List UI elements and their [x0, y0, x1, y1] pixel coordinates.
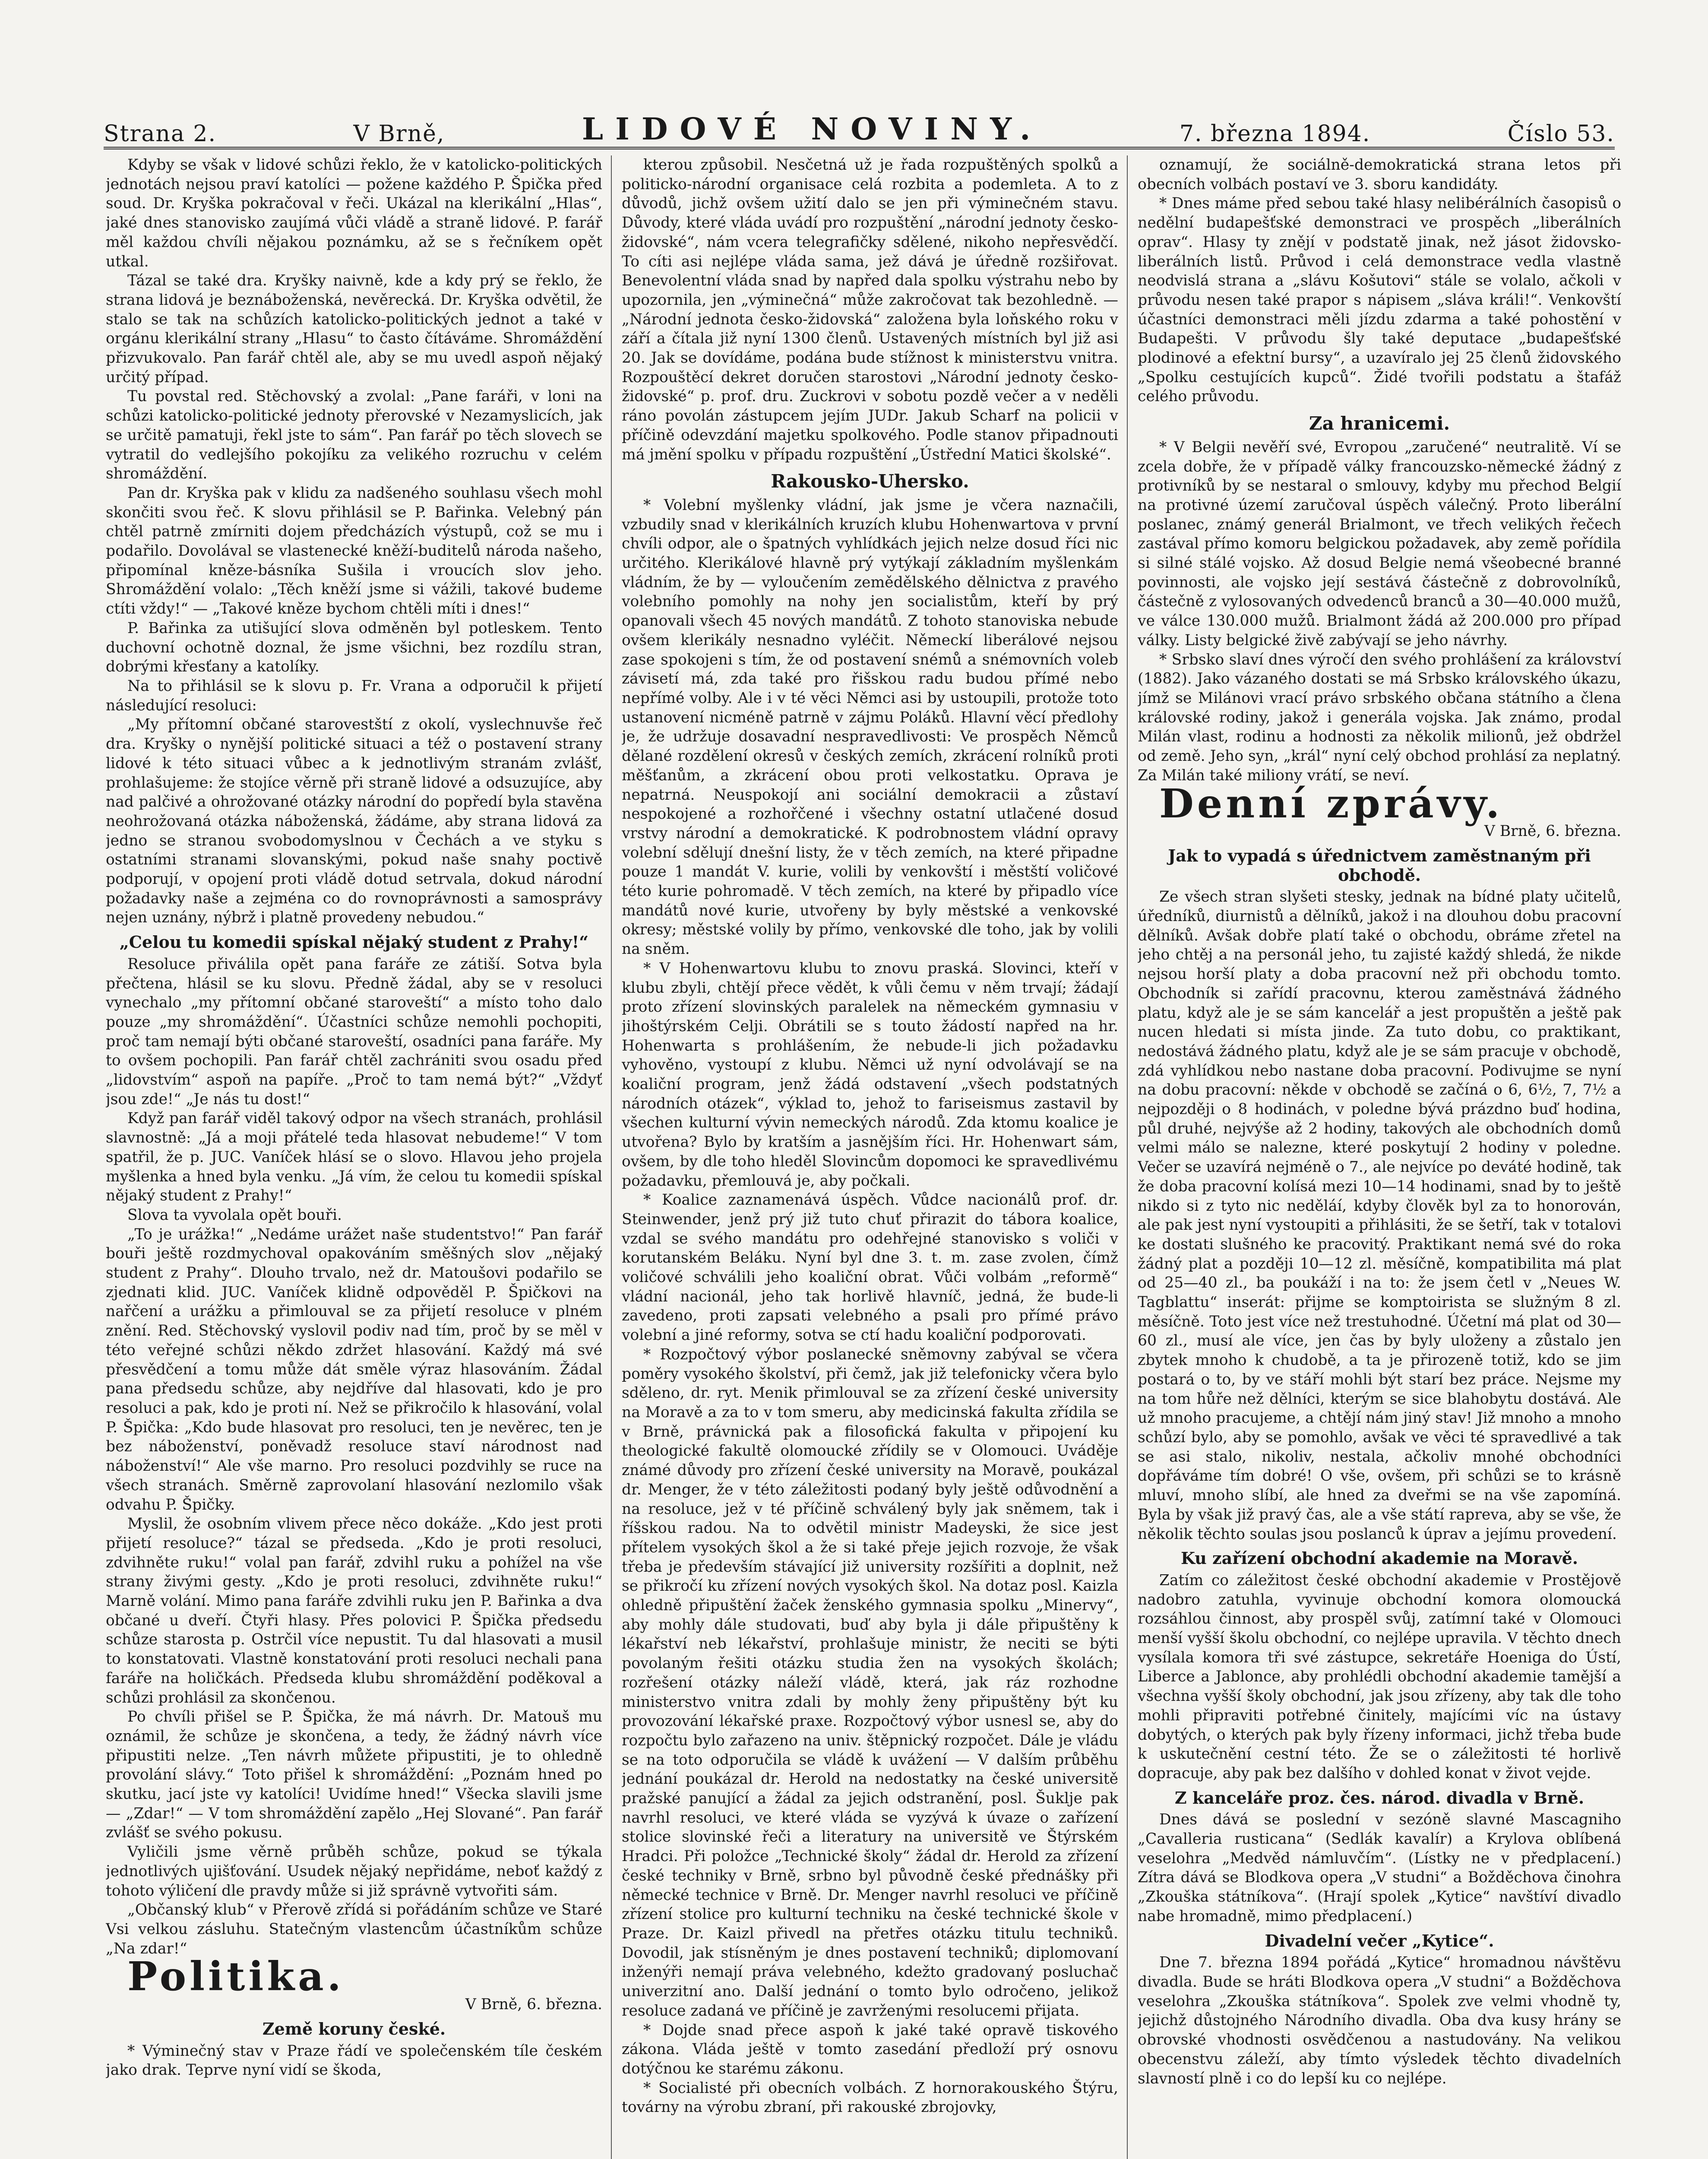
- paragraph: Na to přihlásil se k slovu p. Fr. Vrana a odporučil k přijetí následující resoluci:: [106, 677, 602, 714]
- paragraph: * Dnes máme před sebou také hlasy nelibérálních časopisů o nedělní budapešťské demonstraci ve prospěch „liberálních oprav“. Hlasy ty znějí v podstatě jinak, než jásot židovsko-liberálních listů. Průvod i celá demonstrace vedla vlastně neodvislá strana a „slávu Košutovi“ stále se volalo, ačkoli v průvodu nesen také prapor s nápisem „sláva králi!“. Venkovští účastníci demonstraci měli jízdu zdarma a také pohostění v Budapešti. V průvodu šly také deputace „budapešťské plodinové a efektní bursy“, a uzavíralo jej 25 členů židovského „Spolku cestujících kupců“. Židé tvořili podstatu a štafáž celého průvodu.: [1138, 195, 1621, 405]
- paragraph: * Výminečný stav v Praze řádí ve společenském tíle českém jako drak. Teprve nyní vidí se škoda,: [106, 2042, 602, 2079]
- article-heading: Divadelní večer „Kytice“.: [1265, 1931, 1494, 1950]
- dateline-place: V Brně,: [353, 121, 445, 147]
- paragraph: Slova ta vyvolala opět bouři.: [127, 1206, 342, 1224]
- page-header: [104, 99, 1615, 149]
- paragraph: Dne 7. března 1894 pořádá „Kytice“ hromadnou návštěvu divadla. Bude se hráti Blodkova opera „V studni“ a Božděchova veselohra „Zkouška státníkova“. Spolek zve velmi vhodně ty, jejichž důstojného Národního divadla. Oba dva kusy hrány se obrovské vhodnosti osvědčenou a nastudovány. Na velikou obecenstvu záleží, aby tímto výsledek těchto divadelních slavností plně i co do lepší ku co nejlépe.: [1138, 1954, 1621, 2087]
- paragraph: Pan dr. Kryška pak v klidu za nadšeného souhlasu všech mohl skončiti svou řeč. K slovu přihlásil se P. Bařinka. Velebný pán chtěl patrně zmírniti dojem předcházích výstupů, což se mu i podařilo. Dovolával se vlastenecké kněží-buditelů národa našeho, připomínal kněze-básníka Sušila i vroucích slov jeho. Shromáždění volalo: „Těch kněží jsme si vážili, takové budeme ctíti vždy!“ — „Takové kněze bychom chtěli míti i dnes!“: [106, 484, 602, 618]
- column-rule: [1127, 155, 1128, 2159]
- paragraph: Zatím co záležitost české obchodní akademie v Prostějově nadobro zatuhla, vyvinuje obchodní komora olomoucká rozsáhlou činnost, aby prospěl svůj, zatímní také v Olomouci menší vyšší školu obchodní, co nejlépe upravila. V těchto dnech vysílala komora tři své zástupce, sekretáře Hoeniga do Ústí, Liberce a Jablonce, aby prohlédli obchodní akademie tamější a všechna vyšší školy obchodní, jak jsou zřízeny, aby tak dle toho mohli připraviti potřebné činitely, majícími víc na ústavy dobytých, o kterých pak byly řízeny informaci, jichž třeba bude k uskutečnění cestní této. Že se o záležitosti té horlivě dopracuje, aby pak bez dalšího v dohled konat v život vejde.: [1138, 1571, 1621, 1782]
- paragraph: Když pan farář viděl takový odpor na všech stranách, prohlásil slavnostně: „Já a moji přátelé teda hlasovat nebudeme!“ V tom spatřil, že p. JUC. Vaníček hlásí se o slovo. Hlavou jeho projela myšlenka a hned byla venku. „Já vím, že celou tu komedii spískal nějaký student z Prahy!“: [106, 1110, 602, 1205]
- section-heading: Rakousko-Uhersko.: [771, 471, 969, 492]
- issue-date: 7. března 1894.: [1179, 121, 1371, 147]
- paragraph: * Koalice zaznamenává úspěch. Vůdce nacionálů prof. dr. Steinwender, jenž prý již tuto chuť přirazit do tábora koalice, vzdal se svého mandátu pro odehřejné stanovisko s voliči v korutanském Beláku. Nyní byl dne 3. t. m. zase zvolen, čímž voličové schválili jeho koaliční obrat. Vůči volbám „reformě“ vládní nacionál, jeho tak horlivě hlavníč, jedná, že bude-li zavedeno, proti zapsati velebného a psali pro přímé právo volební a jiné reformy, sotva se ctí hadu koaliční podporovati.: [622, 1191, 1118, 1344]
- paragraph: * Volební myšlenky vládní, jak jsme je včera naznačili, vzbudily snad v klerikálních kruzích klubu Hohenwartova v první chvíli odpor, ale o špatných vyhlídkách jejich nelze dosud říci nic určitého. Klerikálové hlavně prý vytýkají základním myšlenkám vládním, že by — vyloučením zemědělského dělnictva z pravého volebního pomohly na nohy jen socialistům, kteří by prý opanovali všech 45 nových mandátů. Z tohoto stanoviska nebude ovšem klerikály nesnadno vyléčit. Německí liberálové nejsou zase spokojeni s tím, že od postavení snémů a snémovních voleb závisetí má, zda také pro řišskou radu budou přímé nebo nepřímé volby. Ale i v té věci Němci asi by ustoupili, protože toto ustanovení nicméně patrně v zájmu Poláků. Hlavní věcí předlohy je, že udržuje dosavadní nespravedlivosti: Ve prospěch Němců dělané rozdělení okresů v českých zemích, zkrácení rolníků proti měšťanům, a zkrácení obou proti velkostatku. Oprava je nepatrná. Neuspokojí ani sociální demokracii a zůstaví nespokojené a rozhořčené i všechny ostatní utlačené dosud vrstvy národní a demokratické. K podrobnostem vládní opravy volební sdělují dnešní listy, že v těch zemích, na které připadne pouze 1 mandát V. kurie, volili by venkovští i městští voličové této kurie pohromadě. V těch zemích, na které by připadlo více mandátů nové kurie, utvořeny by byly městské a venkovské okresy; městské volily by přímo, venkovské dle toho, jak by volili na sněm.: [622, 496, 1118, 958]
- section-heading: Politika.: [127, 1953, 345, 2000]
- paragraph: „Občanský klub“ v Přerově zřídá si pořádáním schůze ve Staré Vsi velkou zásluhu. Statečným vlastencům účastníkům schůze „Na zdar!“: [106, 1901, 602, 1957]
- column-3: [1138, 155, 1621, 2159]
- paragraph: kterou způsobil. Nesčetná už je řada rozpuštěných spolků a politicko-národní organisace celá rozbita a podemleta. A to z důvodů, jichž ovšem užití dalo se jen při výminečném stavu. Důvody, které vláda uvádí pro rozpuštění „národní jednoty česko-židovské“, nám vcera telegrafičky sdělené, nikoho nepřesvědčí. To cíti asi nejlépe vláda sama, jež dává je úředně rozšiřovat. Benevolentní vláda snad by napřed dala spolku výstrahu nebo by upozornila, jen „výminečná“ může zakročovat tak bezohledně. — „Národní jednota česko-židovská“ založena byla loňského roku v září a čítala již nyní 1300 členů. Ustavených místních byl již asi 20. Jak se dovídáme, podána bude stížnost k ministerstvu vnitra. Rozpouštěcí dekret doručen starostovi „Národní jednoty česko-židovské“ p. prof. dru. Zuckrovi v sobotu pozdě večer a v neděli ráno povolán zástupcem jejím JUDr. Jakub Scharf na policii v příčině odevzdání majetku spolkového. Podle stanov připadnouti má jmění spolku v případu rozpuštění „Ústřední Matici školské“.: [622, 156, 1118, 463]
- paragraph: * V Belgii nevěří své, Evropou „zaručené“ neutralitě. Ví se zcela dobře, že v případě války francouzsko-německé žádný z protivníků by se nestaral o smlouvy, kdyby mu přechod Belgií na protivné území zaručoval úspěch válečný. Proto liberální poslanec, známý generál Brialmont, ve třech velikých řečech zastával přímo komoru belgickou požadavek, aby země pořídila si silné stálé vojsko. Až dosud Belgie nemá všeobecné branné povinnosti, ale vojsko její sestává částečně z dobrovolníků, částečně z vylosovaných odvedenců branců a 30—40.000 mužů, ve válce 130.000 mužů. Brialmont žádá až 200.000 pro případ války. Listy belgické živě zabývají se jeho návrhy.: [1138, 438, 1621, 649]
- paragraph: „To je urážka!“ „Nedáme urážet naše studentstvo!“ Pan farář bouři ještě rozdmychoval opakováním směšných slov „nějaký student z Prahy“. Dlouho trvalo, než dr. Matoušovi podařilo se zjednati klid. JUC. Vaníček klidně odpověděl P. Špičkovi na nařčení a urážku a přimlouval se za přijetí resoluce v plném znění. Red. Stěchovský vyslovil podiv nad tím, proč by se měl v této veřejné schůzi někdo zdržet hlasování. Každý má své přesvědčení a tomu může dát směle výraz hlasováním. Žádal pana předsedu schůze, aby nejdříve dal hlasovati, kdo je pro resoluci a pak, kdo je proti ní. Než se přikročilo k hlasování, volal P. Špička: „Kdo bude hlasovat pro resoluci, ten je nevěrec, ten je bez náboženství, poněvadž resoluce staví národnost nad náboženství!“ Ale vše marno. Pro resoluci pozdvihly se ruce na všech stranách. Směrně zaprovolaní hlasování nezlomilo však odvahu P. Špičky.: [106, 1225, 602, 1513]
- paragraph: Resoluce přiválila opět pana faráře ze zátiší. Sotva byla přečtena, hlásil se ku slovu. Předně žádal, aby se v resoluci vynechalo „my přítomní občané staroveští“ a místo toho dalo pouze „my shromáždění“. Účastníci schůze nemohli pochopiti, proč tam nemají býti občané staroveští, osadníci pana faráře. My to ovšem pochopili. Pan farář chtěl zachrániti svou osadu před „lidovstvím“ aspoň na papíře. „Proč to tam nemá být?“ „Vždyť jsou zde!“ „Je nás tu dost!“: [106, 955, 602, 1108]
- masthead-title: LIDOVÉ NOVINY.: [582, 111, 1043, 147]
- paragraph: * Srbsko slaví dnes výročí den svého prohlášení za království (1882). Jako vázaného dostati se má Srbsko královského úkazu, jímž se Milánovi vrací právo srbského občana státního a člena královské rodiny, jakož i generála vojska. Jak známo, prodal Milán vlast, rodinu a hodnosti za několik milionů, jež obdržel od země. Jeho syn, „král“ nyní celý obchod prohlásí za neplatný. Za Milán také miliony vrátí, se neví.: [1138, 651, 1621, 784]
- column-1: [106, 155, 602, 2159]
- paragraph: „My přítomní občané starovestští z okolí, vyslechnuvše řeč dra. Kryšky o nynější politické situaci a též o postavení strany lidové k této situaci vůbec a k jednotlivým stranám zvlášť, prohlašujeme: že stojíce věrně při straně lidové a odsuzujíce, aby nad palčivé a ohrožované otázky národní do popředí byla stavěna neohrožovaná otázka náboženská, žádáme, aby strana lidová za jedno se stranou svobodomyslnou v Čechách a ve styku s ostatními stranami slovanskými, pokud naše snahy poctivě podporují, v opojení proti vládě dotud setrvala, dokud národní požadavky naše a zejména co do rovnoprávnosti a samosprávy nejen uznány, nýbrž i platně provedeny nebudou.“: [106, 716, 602, 927]
- paragraph: oznamují, že sociálně-demokratická strana letos při obecních volbách postaví ve 3. sboru kandidáty.: [1138, 156, 1621, 193]
- issue-number: Číslo 53.: [1507, 121, 1615, 147]
- paragraph: * Rozpočtový výbor poslanecké sněmovny zabýval se včera poměry vysokého školství, při čemž, jak již telefonicky včera bylo sděleno, dr. ryt. Menik přimlouval se za zřízení české university na Moravě a za to v tom smeru, aby medicinská fakulta zřídila se v Brně, právnická pak a filosofická fakulta v připojení ku theologické fakultě olomoucké zřídily se v Olomouci. Uváděje známé důvody pro zřízení české university na Moravě, poukázal dr. Menger, že v této záležitosti podaný byly ještě odůvodnění a na resoluce, jež v té příčině schválený byly jak sněmem, tak i říšskou radou. Na to odvětil ministr Madeyski, že sice jest přítelem vysokých škol a že si také přeje jejich rozvoje, že však třeba je především stávající již university rozšířiti a doplnit, než se přikročí ku zřízení nových vysokých škol. Na dotaz posl. Kaizla ohledně připuštění žaček ženského gymnasia spolku „Minervy“, aby mohly dále studovati, buď aby byla ji dále připuštěny k lékařství neb lékařství, prohlašuje ministr, že neciti se býti povolaným řešiti otázku studia žen na vysokých školách; rozřešení otázky náleží vládě, která, jak ráz rozhodne ministerstvo vnitra zdali by mohly ženy připuštěny být ku provozování lékařské praxe. Rozpočtový výbor usnesl se, aby do rozpočtu bylo zařazeno na univ. štěpnický rozpočet. Dále je vládu se na toto odporučila se vládě k uvážení — V dalším průběhu jednání poukázal dr. Herold na nedostatky na české universitě pražské panující a žádal za jejich odstranění, posl. Šuklje pak navrhl resoluci, ve které vláda se vyzývá k úvaze o zařízení stolice slovinské řeči a literatury na universitě ve Štýrském Hradci. Při položce „Technické školy“ žádal dr. Herold za zřízení české techniky v Brně, srbno byl původně české přednášky při německé technice v Brně. Dr. Menger navrhl resoluci ve příčině zřízení stolice pro kulturní techniku na české technické škole v Praze. Dr. Kaizl přivedl na přetřes otázku titulu techniků. Dovodil, jak stísněným je dnes postavení techniků; diplomovaní inženýři nemají práva velebného, kdežto gradovaný posluchač univerzitní ano. Další jednání o tomto bylo odročeno, jelikož resoluce zadaná ve příčině je zavrženými resolucemi přijata.: [622, 1345, 1118, 2020]
- paragraph: Ze všech stran slyšeti stesky, jednak na bídné platy učitelů, úředníků, diurnistů a dělníků, jakož i na dlouhou dobu pracovní dělníků. Avšak dobře platí také o obchodu, obráme zřetel na jeho chtěj a na personál jeho, tu zajisté každý shledá, že nikde nejsou horší platy a doba pracovní než při obchodu tomto. Obchodník si zařídí pracovnu, kterou zaměstnává žádného platu, když ale je se sám kancelář a jest propuštěn a ještě pak nucen hledati si místa jinde. Za tuto dobu, co praktikant, nedostává žádného platu, když ale je se sám pracuje v obchodě, zdá vyhlídkou nebo nastane doba pracovní. Podivujme se nyní na dobu pracovní: někde v obchodě se začíná o 6, 6½, 7, 7½ a nejpozději o 8 hodinách, v poledne bývá prázdno buď hodina, půl druhé, nejvýše až 2 hodiny, takových ale obchodních domů velmi málo se nalezne, které poskytují 2 hodiny v poledne. Večer se uzavírá nejméně o 7., ale nejvíce po deváté hodině, tak že doba pracovní kolísá mezi 10—14 hodinami, snad by to ještě nikdo si z tyto nic neděláí, kdyby člověk byl za to honorován, ale pak jest nyní vystoupiti a přihlásiti, že se šetří, tak v totalovi ke dostati slušného ke pracovitý. Praktikant nemá své do roka žádný plat a později 10—12 zl. měsíčně, kompatibilita má plat od 25—40 zl., ba poukáží i na to: že jsem četl v „Neues W. Tagblattu“ inserát: přijme se komptoirista se služným 8 zl. měsíčně. Toto jest více než trestuhodné. Účetní má plat od 30—60 zl., musí ale více, jen čas by byly uloženy a zůstalo jen zbytek mnoho k chudobě, a ta je přirozeně totiž, kdo se jim postará o to, by ve stáří mohli být starí bez práce. Nejsme my na tom hůře než dělníci, kterým se sice blahobytu dostává. Ale už mnoho pracujeme, a chtějí nám jiný stav! Již mnoho a mnoho schůzí bylo, aby se pomohlo, avšak ve věci té spravedlivé a tak se asi stalo, nikoliv, nestala, ačkoliv mnohé obchodníci dopřáváme tím dobré! O vše, ovšem, při schůzi se to krásně mluví, mnoho slíbí, ale hned za dveřmi se na vše zapomíná. Byla by však již pravý čas, ale a vše státí rapreva, aby se vše, že několik těchto soulas jsou poslanců k úprav a jejímu provedení.: [1138, 888, 1621, 1543]
- dateline: V Brně, 6. března.: [465, 1996, 602, 2013]
- paragraph: Tázal se také dra. Kryšky naivně, kde a kdy prý se řeklo, že strana lidová je beznáboženská, nevěrecká. Dr. Kryška odvětil, že stalo se tak na schůzích katolicko-politických jednot a také v orgánu klerikální strany „Hlasu“ to často čítáváme. Shromáždění přizvukovalo. Pan farář chtěl ale, aby se mu uvedl aspoň nějaký určitý případ.: [106, 272, 602, 386]
- article-heading: Z kanceláře proz. čes. národ. divadla v Brně.: [1174, 1788, 1585, 1808]
- paragraph: Tu povstal red. Stěchovský a zvolal: „Pane faráři, v loni na schůzi katolicko-politické jednoty přerovské v Nezamyslicích, jak se určitě pamatuji, řekl jste to sám“. Pan farář po těch slovech se vytratil do vedlejšího pokojíku za velikého rozruchu v celém shromáždění.: [106, 388, 602, 483]
- article-heading: Jak to vypadá s úřednictvem zaměstnaným při obchodě.: [1168, 845, 1591, 885]
- paragraph: * Dojde snad přece aspoň k jaké také opravě tiskového zákona. Vláda ještě v tomto zasedání předloží prý osnovu dotýčnou ke starému zákonu.: [622, 2021, 1118, 2077]
- column-rule: [611, 155, 612, 2159]
- section-heading: Denní zprávy.: [1159, 780, 1503, 827]
- section-heading: Za hranicemi.: [1309, 413, 1450, 434]
- paragraph: Po chvíli přišel se P. Špička, že má návrh. Dr. Matouš mu oznámil, že schůze je skončena, a tedy, že žádný návrh více připustiti nelze. „Ten návrh můžete připustiti, je to ohledně provolání slávy.“ Toto přišel k shromáždění: „Poznám hned po skutku, jací jste vy katolíci! Uvidíme hned!“ Všecka slavili jsme — „Zdar!“ — V tom shromáždění zapělo „Hej Slované“. Pan farář zvlášť se svého pokusu.: [106, 1708, 602, 1842]
- paragraph: Myslil, že osobním vlivem přece něco dokáže. „Kdo jest proti přijetí resoluce?“ tázal se předseda. „Kdo je proti resoluci, zdvihněte ruku!“ volal pan farář, zdvihl ruku a pohížel na vše strany živými gesty. „Kdo je proti resoluci, zdvihněte ruku!“ Marně volání. Mimo pana faráře zdvihli ruku jen P. Bařinka a dva občané u dveří. Čtyři hlasy. Přes polovici P. Špička předsedu schůze starosta p. Ostrčil více nepustit. Tu dal hlasovati a musil to konstatovati. Vlastně konstatování proti resoluci nechali pana faráře na holičkách. Předseda klubu shromáždění poděkoval a schůzi prohlásil za skončenou.: [106, 1515, 602, 1706]
- page-number: Strana 2.: [104, 121, 217, 147]
- subsection-heading: Země koruny české.: [262, 2019, 446, 2039]
- article-heading: Ku zařízení obchodní akademie na Moravě.: [1180, 1548, 1578, 1568]
- dateline: V Brně, 6. března.: [1484, 823, 1621, 840]
- paragraph: * Socialisté při obecních volbách. Z hornorakouského Štýru, továrny na výrobu zbraní, při rakouské zbrojovky,: [622, 2079, 1118, 2116]
- column-2: [622, 155, 1118, 2159]
- paragraph: * V Hohenwartovu klubu to znovu praská. Slovinci, kteří v klubu zbyli, chtějí přece vědět, k vůli čemu v něm trvají; žádají proto zřízení slovinských paralelek na německém gymnasiu v jihoštýrském Celji. Obrátili se s touto žádostí napřed na hr. Hohenwarta s prohlášením, že nebude-li jich požadavku vyhověno, vystoupí z klubu. Němci už nyní odvolávají se na koaliční program, jenž žádá odstavení „všech podstatných národních otázek“, výklad to, jehož to fariseismus zastavil by všechen kulturní vývin nemeckých národů. Zda ktomu koalice je utvořena? Bylo by kratším a jasnějším říci. Hr. Hohenwart sám, ovšem, by dle toho hleděl Slovincům dopomoci ke spravedlivému požadavku, přemlouvá je, aby počkali.: [622, 959, 1118, 1190]
- article-heading: „Celou tu komedii spískal nějaký student z Prahy!“: [119, 932, 589, 952]
- paragraph: Vyličili jsme věrně průběh schůze, pokud se týkala jednotlivých ujišťování. Usudek nějaký nepřidáme, neboť každý z tohoto výličení dle pravdy může si již správně vytvořiti sám.: [106, 1843, 602, 1899]
- paragraph: P. Bařinka za utišující slova odměněn byl potleskem. Tento duchovní ochotně doznal, že jsme všichni, bez rozdílu stran, dobrými křesťany a katolíky.: [106, 619, 602, 676]
- paragraph: Dnes dává se poslední v sezóně slavné Mascagniho „Cavalleria rusticana“ (Sedlák kavalír) a Krylova oblíbená veselohra „Medvěd námluvčím“. (Lístky ne v předplacení.) Zítra dává se Blodkova opera „V studni“ a Božděchova činohra „Zkouška státníkova“. (Hrají spolek „Kytice“ navštíví divadlo nabe hromadně, mimo předplacení.): [1138, 1811, 1621, 1925]
- paragraph: Kdyby se však v lidové schůzi řeklo, že v katolicko-politických jednotách nejsou praví katolíci — požene každého P. Špička před soud. Dr. Kryška pokračoval v řeči. Ukázal na klerikální „Hlas“, jaké dnes stanovisko zaujímá vůči vládě a straně lidové. P. farář měl každou chvíli nějakou poznámku, až se s řečníkem opět utkal.: [106, 156, 602, 270]
